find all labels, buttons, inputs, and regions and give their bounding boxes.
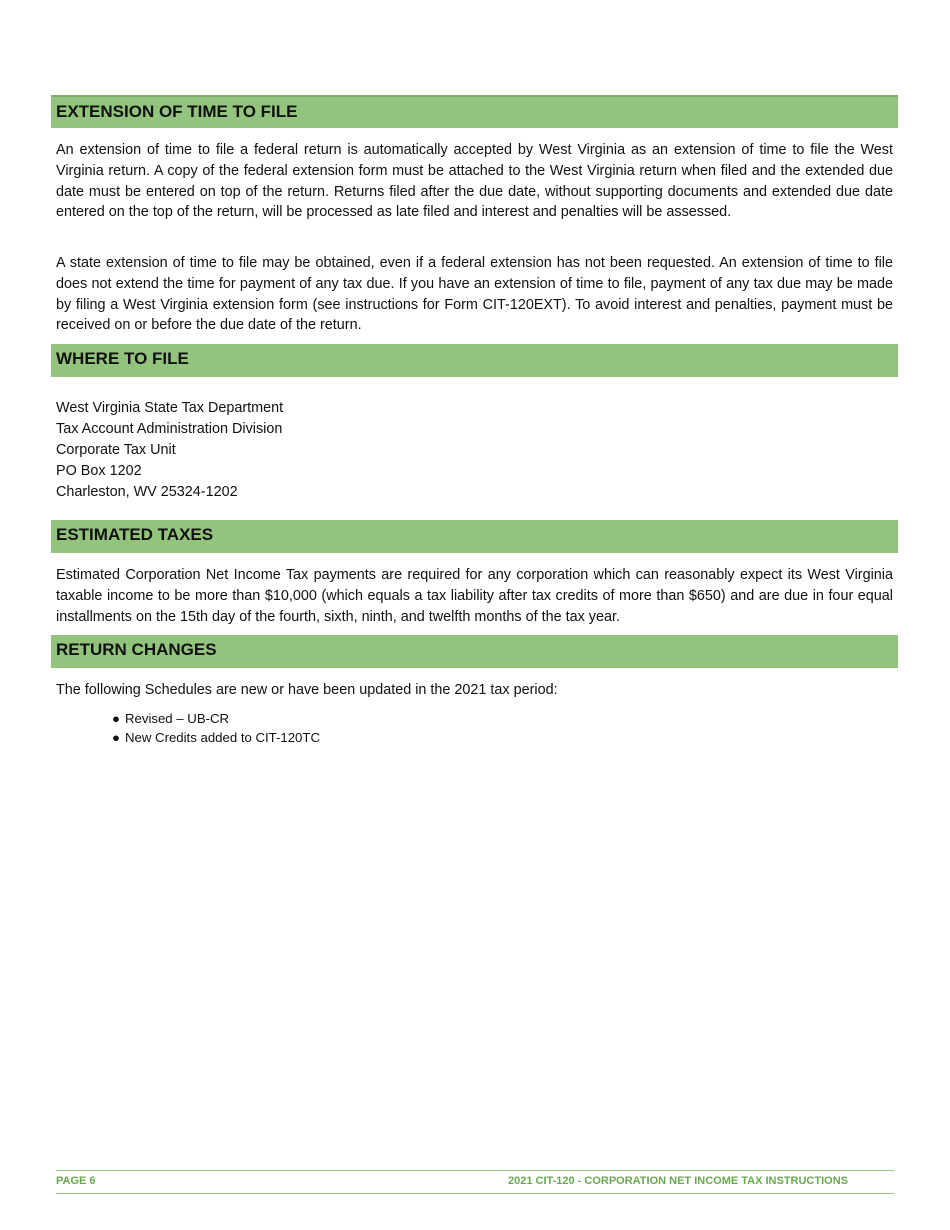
section-title-extension: EXTENSION OF TIME TO FILE	[56, 102, 298, 121]
list-item	[112, 709, 320, 728]
section-header-extension	[51, 95, 898, 128]
address-line: West Virginia State Tax Department	[56, 400, 284, 416]
address-line: Tax Account Administration Division	[56, 421, 283, 437]
section-header-return-changes	[51, 635, 898, 668]
section-title-estimated-taxes: ESTIMATED TAXES	[56, 525, 214, 544]
list-item	[112, 728, 320, 747]
footer-bottom-rule	[56, 1193, 894, 1194]
list-item-text: New Credits added to CIT-120TC	[125, 730, 320, 745]
extension-paragraph-1: An extension of time to file a federal return is automatically accepted by West Virginia as an extension of time to file the West Virginia return. A copy of the federal extension form must be attached to the West Virginia return when filed and the extended due date must be entered on top of the return. Returns filed after the due date, without supporting documents and extended due date entered on the top of the return, will be processed as late filed and interest and penalties will be assessed.	[56, 142, 893, 221]
list-item-text: Revised – UB-CR	[125, 711, 230, 726]
estimated-taxes-paragraph: Estimated Corporation Net Income Tax payments are required for any corporation which can reasonably expect its West Virginia taxable income to be more than $10,000 (which equals a tax liability after tax credits of more than $650) and are due in four equal installments on the 15th day of the fourth, sixth, ninth, and twelfth months of the tax year.	[56, 567, 893, 625]
address-line: Charleston, WV 25324-1202	[56, 484, 238, 500]
extension-paragraph-2: A state extension of time to file may be obtained, even if a federal extension has not been requested. An extension of time to file does not extend the time for payment of any tax due. If you have an extension of time to file, payment of any tax due may be made by filing a West Virginia extension form (see instructions for Form CIT-120EXT). To avoid interest and penalties, payment must be received on or before the due date of the return.	[56, 255, 893, 334]
section-title-return-changes: RETURN CHANGES	[56, 640, 217, 659]
bullet-icon: ●	[112, 730, 120, 745]
address-line: PO Box 1202	[56, 463, 142, 479]
return-changes-list	[112, 709, 320, 747]
address-line: Corporate Tax Unit	[56, 442, 176, 458]
footer-document-title: 2021 CIT-120 - CORPORATION NET INCOME TAX INSTRUCTIONS	[507, 1175, 848, 1187]
section-title-where-to-file: WHERE TO FILE	[56, 349, 189, 368]
bullet-icon: ●	[112, 711, 120, 726]
footer-top-rule	[56, 1170, 894, 1171]
section-header-where-to-file	[51, 344, 898, 377]
return-changes-intro: The following Schedules are new or have been updated in the 2021 tax period:	[56, 682, 558, 698]
section-header-estimated-taxes	[51, 520, 898, 553]
footer-page-number: PAGE 6	[56, 1175, 96, 1187]
